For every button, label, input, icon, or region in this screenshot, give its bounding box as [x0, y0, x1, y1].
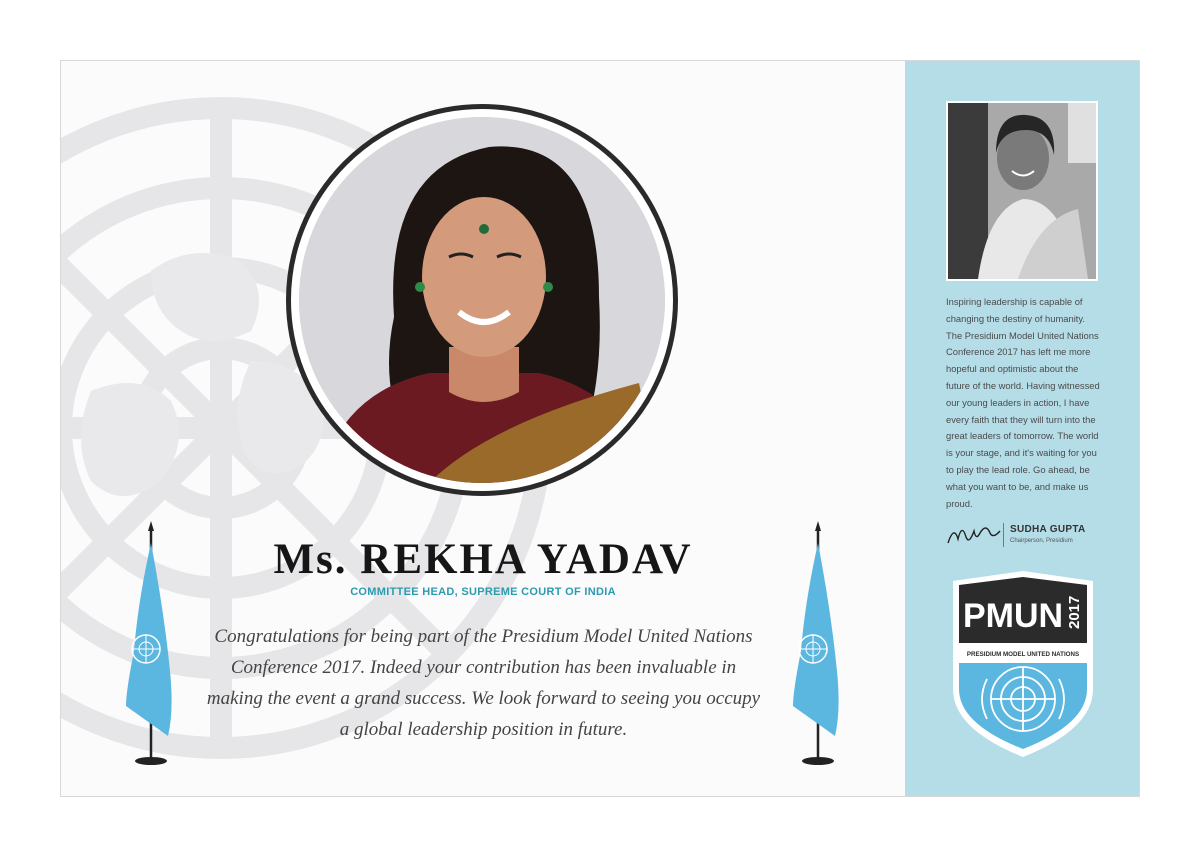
- portrait-frame: [286, 104, 678, 496]
- un-flag-left-icon: [116, 521, 186, 771]
- portrait-illustration: [299, 117, 665, 483]
- badge-subtitle: PRESIDIUM MODEL UNITED NATIONS: [966, 651, 1080, 658]
- signature-block: [946, 521, 1106, 551]
- chairperson-photo: [946, 101, 1098, 281]
- pmun-badge: [949, 569, 1097, 759]
- signatory-name: SUDHA GUPTA: [1010, 524, 1086, 535]
- badge-title: PMUN: [963, 597, 1064, 635]
- badge-year: 2017: [1066, 595, 1083, 629]
- honoree-name: Ms. REKHA YADAV: [273, 536, 693, 583]
- chairperson-sidebar: [905, 61, 1139, 796]
- chairperson-quote: Inspiring leadership is capable of changing the destiny of humanity. The Presidium Model United Nations Conference 2017 has left me more hopeful and optimistic about the future of the world. Having witnessed our young leaders in action, I have every faith that they will turn into the great leaders of tomorrow. The world is your stage, and it's waiting for you to play the lead role. Go ahead, be what you want to be, and make us proud.: [946, 296, 1100, 509]
- chairperson-photo-illustration: [948, 103, 1096, 279]
- signature-divider: [1003, 523, 1004, 547]
- honoree-role: COMMITTEE HEAD, SUPREME COURT OF INDIA: [350, 586, 616, 598]
- certificate-main-panel: [61, 61, 905, 796]
- un-flag-right-icon: [783, 521, 853, 771]
- signature-icon: [946, 521, 1002, 549]
- congratulations-message: Congratulations for being part of the Presidium Model United Nations Conference 2017. Indeed your contribution has been invaluable in making the event a grand success. We look forward to seeing you occupy a global leadership position in future.: [206, 626, 761, 740]
- honoree-portrait: [299, 117, 665, 483]
- signatory-title: Chairperson, Presidium: [1010, 538, 1073, 544]
- certificate-card: [60, 60, 1140, 797]
